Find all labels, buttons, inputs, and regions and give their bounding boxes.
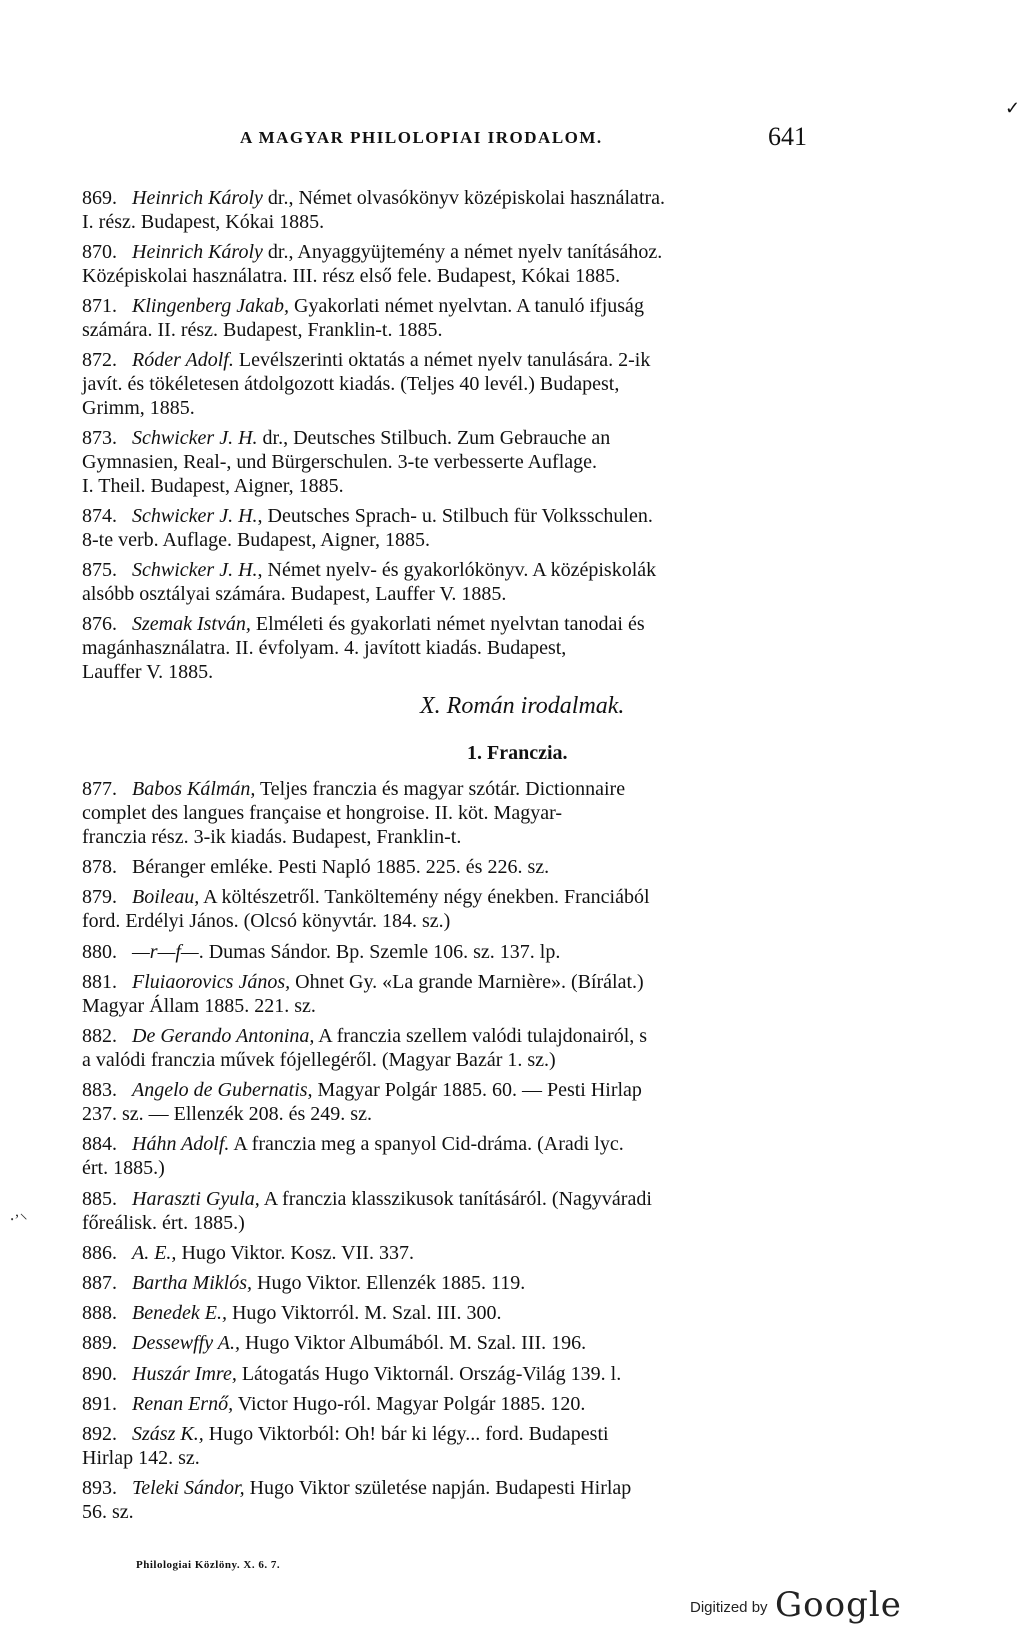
entry-segment: Béranger emléke. Pesti Napló 1885. 225. és 226. sz. xyxy=(132,856,550,879)
entry-line xyxy=(132,426,904,450)
margin-mark: ⸱ʼ⸌ xyxy=(10,1212,28,1229)
entry-number: 869. xyxy=(82,187,117,209)
entry-segment: Hugo Viktor születése napján. Budapesti Hirlap xyxy=(244,1477,632,1500)
entry-number: 875. xyxy=(82,559,117,581)
entry-segment: a valódi franczia művek fójellegéről. (Magyar Bazár 1. sz.) xyxy=(82,1049,556,1071)
printer-signature: Philologiai Közlöny. X. 6. 7. xyxy=(136,1559,281,1571)
entry-text xyxy=(132,855,904,879)
entry-segment: 8-te verb. Auflage. Budapest, Aigner, 1885. xyxy=(82,529,431,551)
entry-author: Babos Kálmán, xyxy=(132,778,256,800)
entry-line xyxy=(82,1156,904,1180)
entry-author: Szemak István, xyxy=(132,613,251,635)
entry-segment: Gymnasien, Real-, und Bürgerschulen. 3-te verbesserte Auflage. xyxy=(82,451,598,473)
entry-number: 889. xyxy=(82,1332,117,1355)
entry-line xyxy=(132,240,904,264)
entry-line xyxy=(132,970,904,994)
entry-number: 873. xyxy=(82,427,117,449)
entry-author: Angelo de Gubernatis, xyxy=(132,1079,313,1102)
entry-number: 880. xyxy=(82,940,117,963)
entry-text xyxy=(132,1362,904,1386)
entry-line xyxy=(82,210,904,234)
entry-segment: Elméleti és gyakorlati német nyelvtan tanodai és xyxy=(250,613,645,635)
entry-segment: Hirlap 142. sz. xyxy=(82,1447,200,1469)
entry-text xyxy=(132,1331,904,1355)
entry-segment: Magyar Polgár 1885. 60. — Pesti Hirlap xyxy=(312,1079,642,1102)
entry-line xyxy=(82,1446,904,1470)
entry-segment: A franczia meg a spanyol Cid-dráma. (Aradi lyc. xyxy=(229,1133,624,1156)
entry-line xyxy=(132,1331,904,1355)
entry-line xyxy=(82,1211,904,1235)
entry-number: 892. xyxy=(82,1423,117,1445)
entry-segment: Hugo Viktorból: Oh! bár ki légy... ford. Budapesti xyxy=(203,1423,609,1445)
entry-line xyxy=(82,396,904,420)
entry-line xyxy=(132,186,904,210)
entry-author: Benedek E., xyxy=(132,1302,227,1325)
digitized-by-label: Digitized by xyxy=(690,1599,768,1616)
entry-author: —r—f— xyxy=(132,940,199,963)
entry-segment: magánhasználatra. II. évfolyam. 4. javított kiadás. Budapest, xyxy=(82,637,567,659)
entry-number: 878. xyxy=(82,856,117,879)
entry-number: 887. xyxy=(82,1272,117,1294)
entry-line xyxy=(82,1102,904,1126)
entry-line xyxy=(82,1048,904,1072)
entry-number: 870. xyxy=(82,241,117,263)
entry-line xyxy=(82,450,904,474)
entry-segment: Lauffer V. 1885. xyxy=(82,661,214,683)
entry-number: 885. xyxy=(82,1187,117,1210)
entry-line xyxy=(82,825,904,849)
entry-number: 890. xyxy=(82,1362,117,1385)
entry-line xyxy=(82,660,904,684)
entry-line xyxy=(132,1187,904,1211)
entry-number: 882. xyxy=(82,1025,117,1047)
entry-line xyxy=(82,801,904,825)
entry-line xyxy=(132,1476,904,1500)
entry-number: 893. xyxy=(82,1477,117,1500)
entry-number: 879. xyxy=(82,886,117,909)
entry-line xyxy=(82,318,904,342)
entry-segment: A költészetről. Tanköltemény négy énekben. Franciából xyxy=(199,886,650,909)
entry-segment: Látogatás Hugo Viktornál. Ország-Világ 139. l. xyxy=(236,1362,622,1385)
entry-line xyxy=(132,1392,904,1416)
entry-author: A. E., xyxy=(132,1241,177,1264)
entry-line xyxy=(82,372,904,396)
entry-line xyxy=(132,1271,904,1295)
entry-segment: I. Theil. Budapest, Aigner, 1885. xyxy=(82,475,344,497)
entry-number: 881. xyxy=(82,970,117,993)
entry-segment: 237. sz. — Ellenzék 208. és 249. sz. xyxy=(82,1103,372,1126)
entry-text xyxy=(132,940,904,964)
entry-line xyxy=(82,994,904,1018)
entry-line xyxy=(132,558,904,582)
entry-author: Schwicker J. H. xyxy=(132,505,258,527)
entry-segment: complet des langues française et hongroise. II. köt. Magyar- xyxy=(82,802,562,824)
entry-number: 871. xyxy=(82,295,117,317)
entry-line xyxy=(82,474,904,498)
entry-segment: A franczia szellem valódi tulajdonairól, s xyxy=(314,1025,648,1047)
entry-segment: franczia rész. 3-ik kiadás. Budapest, Franklin-t. xyxy=(82,826,462,848)
entry-line xyxy=(132,504,904,528)
entry-author: Dessewffy A., xyxy=(132,1332,240,1355)
entry-line xyxy=(82,909,904,933)
running-head: A MAGYAR PHILOLOPIAI IRODALOM. xyxy=(240,128,603,147)
entry-line xyxy=(132,612,904,636)
entry-line xyxy=(132,294,904,318)
entry-line xyxy=(132,1132,904,1156)
entry-segment: dr., Anyaggyüjtemény a német nyelv tanításához. xyxy=(262,241,663,263)
entry-line xyxy=(132,1024,904,1048)
entry-line xyxy=(132,348,904,372)
entry-segment: Hugo Viktorról. M. Szal. III. 300. xyxy=(226,1302,502,1325)
entry-number: 888. xyxy=(82,1302,117,1325)
entry-text xyxy=(132,1392,904,1416)
entry-number: 884. xyxy=(82,1133,117,1156)
entry-author: Schwicker J. H. xyxy=(132,427,258,449)
entry-segment: . Dumas Sándor. Bp. Szemle 106. sz. 137. lp. xyxy=(198,940,561,963)
entry-segment: , Deutsches Sprach- u. Stilbuch für Volksschulen. xyxy=(257,505,653,527)
entry-segment: alsóbb osztályai számára. Budapest, Lauffer V. 1885. xyxy=(82,583,507,605)
entry-author: Szász K., xyxy=(132,1423,204,1445)
entry-segment: számára. II. rész. Budapest, Franklin-t. 1885. xyxy=(82,319,443,341)
entry-author: Schwicker J. H. xyxy=(132,559,258,581)
entry-segment: , Német nyelv- és gyakorlókönyv. A középiskolák xyxy=(257,559,657,581)
entry-number: 876. xyxy=(82,613,117,635)
entry-line xyxy=(82,264,904,288)
entry-segment: ford. Erdélyi János. (Olcsó könyvtár. 184. sz.) xyxy=(82,910,451,933)
entry-line xyxy=(82,1500,904,1524)
entry-segment: dr., Német olvasókönyv középiskolai használatra. xyxy=(262,187,666,209)
entry-line xyxy=(132,1362,904,1386)
entry-segment: Hugo Viktor Albumából. M. Szal. III. 196. xyxy=(239,1332,587,1355)
entry-number: 883. xyxy=(82,1079,117,1102)
entry-segment: Középiskolai használatra. III. rész első fele. Budapest, Kókai 1885. xyxy=(82,265,621,287)
entry-author: Renan Ernő, xyxy=(132,1392,234,1415)
entry-segment: Magyar Állam 1885. 221. sz. xyxy=(82,994,316,1017)
entry-author: Heinrich Károly xyxy=(132,187,263,209)
entry-line xyxy=(132,855,904,879)
entry-author: Huszár Imre, xyxy=(132,1362,237,1385)
google-logo: Google xyxy=(775,1585,902,1625)
page-number: 641 xyxy=(768,122,807,151)
corner-mark: ✓ xyxy=(1005,98,1021,118)
entry-line xyxy=(132,885,904,909)
entry-segment: dr., Deutsches Stilbuch. Zum Gebrauche an xyxy=(257,427,611,449)
entry-author: Haraszti Gyula, xyxy=(132,1187,260,1210)
entry-text xyxy=(132,1241,904,1265)
entry-line xyxy=(132,1422,904,1446)
entry-segment: Levélszerinti oktatás a német nyelv tanulására. 2-ik xyxy=(233,349,651,371)
entry-number: 874. xyxy=(82,505,117,527)
entry-author: Háhn Adolf. xyxy=(132,1133,230,1156)
entry-segment: Grimm, 1885. xyxy=(82,397,195,419)
entry-author: Fluiaorovics János, xyxy=(132,970,291,993)
subsection-title: 1. Franczia. xyxy=(467,742,568,764)
entry-author: Boileau, xyxy=(132,886,200,909)
entry-segment: Gyakorlati német nyelvtan. A tanuló ifjuság xyxy=(289,295,644,317)
entry-line xyxy=(132,1241,904,1265)
entry-segment: Ohnet Gy. «La grande Marnière». (Bírálat.) xyxy=(290,970,644,993)
entry-segment: A franczia klasszikusok tanításáról. (Nagyváradi xyxy=(259,1187,652,1210)
entry-segment: I. rész. Budapest, Kókai 1885. xyxy=(82,211,325,233)
entry-segment: Teljes franczia és magyar szótár. Dictionnaire xyxy=(255,778,626,800)
entry-line xyxy=(132,777,904,801)
entry-segment: Victor Hugo-ról. Magyar Polgár 1885. 120. xyxy=(233,1392,586,1415)
entry-line xyxy=(132,1078,904,1102)
entry-author: Heinrich Károly xyxy=(132,241,263,263)
entry-line xyxy=(132,940,904,964)
entry-text xyxy=(132,1271,904,1295)
entry-line xyxy=(82,582,904,606)
entry-text xyxy=(132,1301,904,1325)
entry-line xyxy=(82,636,904,660)
entry-number: 891. xyxy=(82,1392,117,1415)
entry-segment: javít. és tökéletesen átdolgozott kiadás. (Teljes 40 levél.) Budapest, xyxy=(82,373,620,395)
entry-number: 877. xyxy=(82,778,117,800)
entry-author: Klingenberg Jakab, xyxy=(132,295,290,317)
section-title: X. Román irodalmak. xyxy=(420,693,625,719)
entry-segment: főreálisk. ért. 1885.) xyxy=(82,1211,245,1234)
entry-number: 872. xyxy=(82,349,117,371)
entry-number: 886. xyxy=(82,1241,117,1264)
entry-text xyxy=(82,1187,904,1235)
entry-segment: 56. sz. xyxy=(82,1501,134,1524)
entry-author: De Gerando Antonina, xyxy=(132,1025,315,1047)
entry-line xyxy=(82,528,904,552)
entry-segment: Hugo Viktor. Ellenzék 1885. 119. xyxy=(252,1272,526,1294)
entry-segment: ért. 1885.) xyxy=(82,1157,165,1180)
entry-line xyxy=(132,1301,904,1325)
entry-author: Bartha Miklós, xyxy=(132,1272,252,1294)
entry-author: Róder Adolf. xyxy=(132,349,234,371)
entry-author: Teleki Sándor, xyxy=(132,1477,245,1500)
entry-segment: Hugo Viktor. Kosz. VII. 337. xyxy=(176,1241,414,1264)
